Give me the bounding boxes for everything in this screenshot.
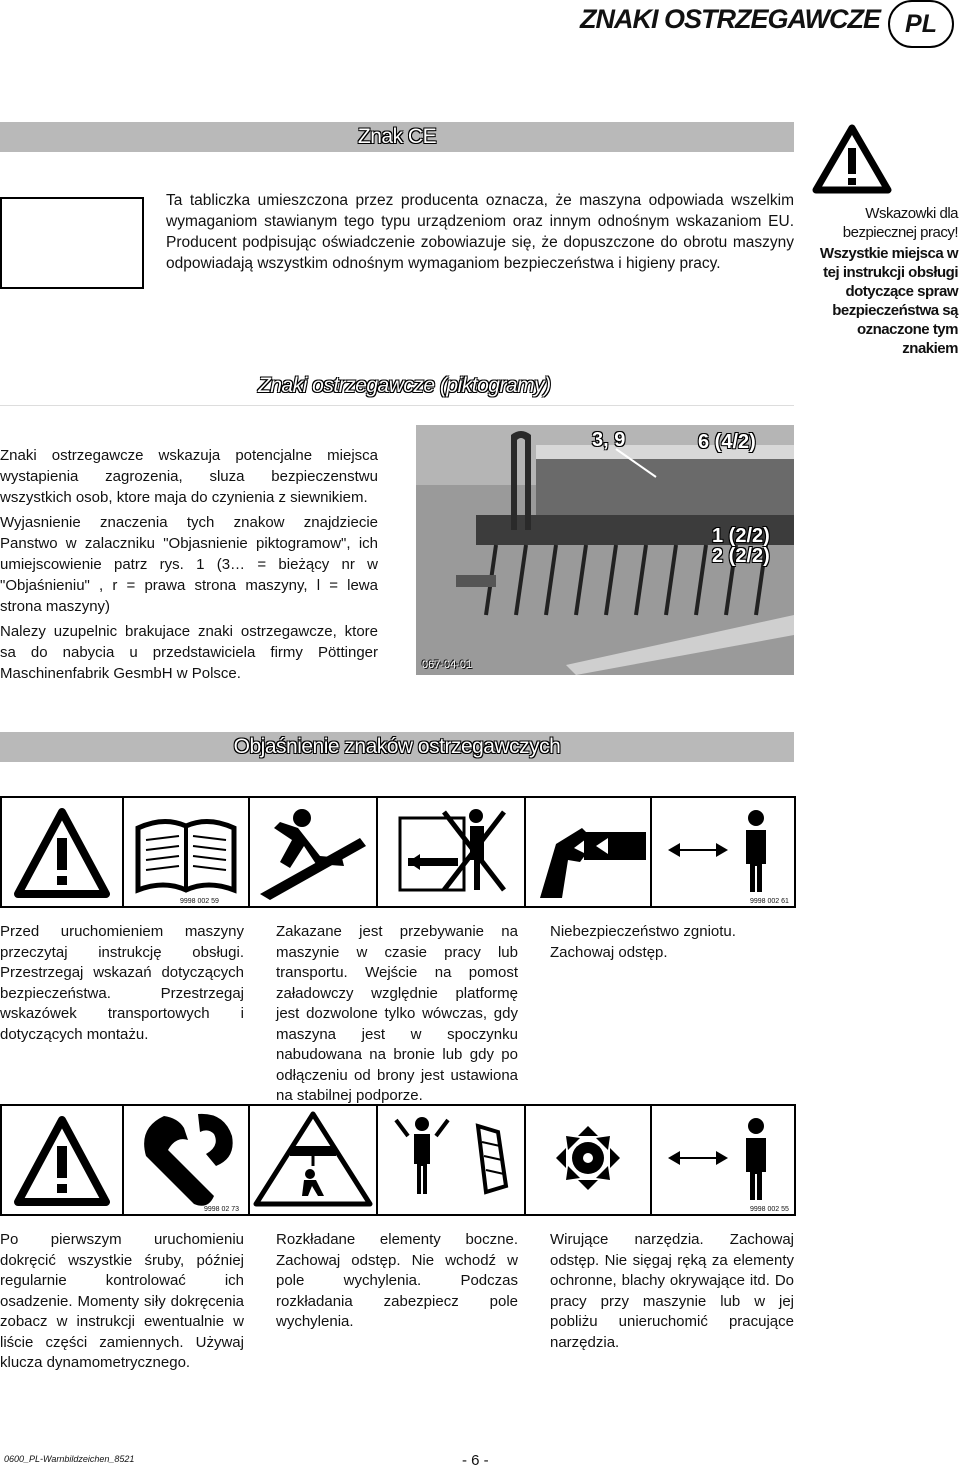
- warning-triangle-icon: [812, 124, 892, 194]
- swing-warning-icon: [250, 1106, 376, 1210]
- warning-triangle-icon: [2, 1106, 122, 1210]
- pictogram-code-3: 9998 02 73: [204, 1206, 240, 1213]
- keep-distance-icon: [652, 1106, 792, 1210]
- book-icon: [124, 798, 248, 902]
- footer-code: 0600_PL-Warnbildzeichen_8521: [4, 1454, 135, 1464]
- pictogram-manual: [124, 798, 250, 906]
- wrench-icon: [124, 1106, 248, 1210]
- explanation-heading: Objaśnienie znaków ostrzegawczych: [233, 735, 561, 758]
- pictogram-distance-2: [652, 1106, 794, 1214]
- safety-note-title: Wskazowki dla bezpiecznej pracy!: [842, 205, 958, 241]
- pictogram-code-4: 9998 002 55: [750, 1206, 789, 1213]
- ce-mark-box: [0, 197, 144, 289]
- explanation-heading-bar: [0, 732, 794, 762]
- pictogram-wrench: [124, 1106, 250, 1214]
- pictogram-row-2: [0, 1104, 796, 1216]
- photo-code: 067-04-01: [422, 659, 473, 671]
- folding-parts-icon: [378, 1106, 524, 1210]
- safety-note-text: Wszystkie miejsca w tej instrukcji obsługi dotyczące spraw bezpieczeństwa są oznaczone tym znakiem: [819, 245, 958, 357]
- pictogram-row-1: [0, 796, 796, 908]
- pictograms-para-1: Znaki ostrzegawcze wskazuja potencjalne miejsca wystapienia zagrozenia, sluza bezpieczenstwu wszystkich osob, ktore maja do czynienia z siewnikiem.: [0, 447, 378, 506]
- pictogram-rotating-tools: [526, 1106, 652, 1214]
- ce-text: Ta tabliczka umieszczona przez producenta oznacza, że maszyna odpowiada wszelkim wymaganiom stawianym tego typu urządzeniom oraz innym odnośnym wskazaniom EU. Producent podpisując oświadczenie zobowiazuje się, że dopuszczone do obrotu maszyny odpowiadają wszystkim odnośnym wymaganiom bezpieczeństwa i higieny pracy.: [166, 192, 794, 272]
- explanation-text-1: Przed uruchomieniem maszyny przeczytaj instrukcję obsługi. Przestrzegaj wskazań dotyczących bezpieczeństwa. Przestrzegaj wskazówek transportowych i dotyczących montażu.: [0, 923, 244, 1043]
- pictogram-fall: [250, 798, 378, 906]
- photo-label-3-9: 3, 9: [592, 429, 626, 451]
- pictogram-no-riding: [378, 798, 526, 906]
- explanation-text-3: Niebezpieczeństwo zgniotu. Zachowaj odstęp.: [550, 923, 736, 961]
- pictograms-para-2: Wyjasnienie znaczenia tych znakow znajdziecie Panstwo w zalaczniku "Objasnienie piktogramow", ich umiejscowienie patrz rys. 1 (3… = bieżący nr w "Objaśnieniu" , r = prawa strona maszyny, l = lewa strona maszyny): [0, 514, 378, 615]
- no-standing-icon: [378, 798, 524, 902]
- pictogram-side-fold: [378, 1106, 526, 1214]
- explanation-text-5: Rozkładane elementy boczne. Zachowaj odstęp. Nie wchodź w pole wychylenia. Podczas rozkładania zabezpiecz pole wychylenia.: [276, 1231, 518, 1330]
- ce-heading-bar: [0, 122, 794, 152]
- pictogram-swing-sign: [250, 1106, 378, 1214]
- explanation-text-2: Zakazane jest przebywanie na maszynie w czasie pracy lub transportu. Wejście na pomost załadowczy względnie platformę jest dozwolone tylko wówczas, gdy maszyna jest w spoczynku nabudowana na bronie lub gdy po odłączeniu od brony jest ustawiona na stabilnej podporze.: [276, 923, 518, 1104]
- language-badge: PL: [888, 0, 954, 48]
- keep-distance-icon: [652, 798, 792, 902]
- pictogram-code-1: 9998 002 59: [180, 898, 219, 905]
- rotating-tool-icon: [526, 1106, 650, 1210]
- ce-heading: Znak CE: [357, 125, 437, 148]
- explanation-text-6: Wirujące narzędzia. Zachowaj odstęp. Nie sięgaj ręką za elementy ochronne, blachy okrywające itd. Do pracy przy maszynie lub w jej pobliżu unieruchomić pracujące narzędzia.: [550, 1231, 794, 1351]
- pictogram-warning: [2, 798, 124, 906]
- pictograms-heading: Znaki ostrzegawcze (piktogramy): [258, 374, 551, 397]
- photo-label-6: 6 (4/2): [698, 431, 756, 453]
- section-divider: [0, 405, 794, 406]
- pictograms-para-3: Nalezy uzupelnic brakujace znaki ostrzegawcze, ktore sa do nabycia u przedstawiciela firmy Pöttinger Maschinenfabrik GesmbH w Polsce.: [0, 623, 378, 682]
- photo-label-1: 1 (2/2): [712, 525, 770, 547]
- pictogram-distance: [652, 798, 794, 906]
- pictogram-warning-2: [2, 1106, 124, 1214]
- warning-triangle-icon: [2, 798, 122, 902]
- page-number: - 6 -: [462, 1452, 489, 1469]
- falling-person-icon: [250, 798, 376, 902]
- photo-label-2: 2 (2/2): [712, 545, 770, 567]
- explanation-text-4: Po pierwszym uruchomieniu dokręcić wszystkie śruby, później regularnie kontrolować ich osadzenie. Momenty siły dokręcenia zobacz w instrukcji ewentualnie w liście części zamiennych. Używaj klucza dynamometrycznego.: [0, 1231, 244, 1371]
- pictogram-code-2: 9998 002 61: [750, 898, 789, 905]
- machine-photo: [416, 425, 794, 675]
- crush-hand-icon: [526, 798, 650, 902]
- page-title: ZNAKI OSTRZEGAWCZE: [580, 4, 880, 34]
- safety-note: [802, 204, 958, 358]
- pictogram-crush: [526, 798, 652, 906]
